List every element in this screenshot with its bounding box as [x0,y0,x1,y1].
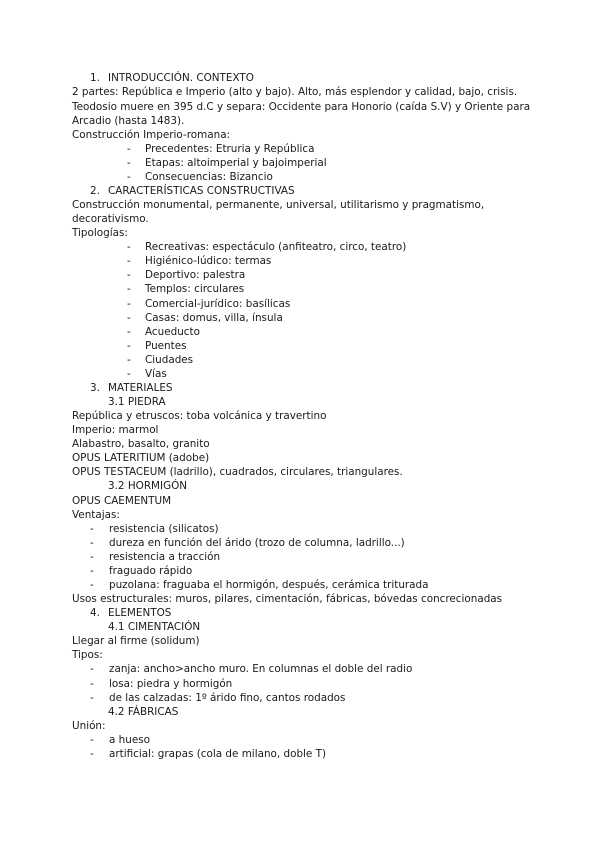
heading-number: 2. [90,185,100,197]
paragraph: Alabastro, basalto, granito [72,438,210,450]
paragraph: Tipologías: [72,227,128,239]
list-item: - zanja: ancho>ancho muro. En columnas el doble del radio [90,663,413,675]
paragraph: 2 partes: República e Imperio (alto y bajo). Alto, más esplendor y calidad, bajo, crisis. [72,86,518,98]
heading-number: 3. [90,382,100,394]
heading-title: ELEMENTOS [108,607,172,619]
list-item: - Recreativas: espectáculo (anfiteatro, circo, teatro) [127,241,407,253]
paragraph: OPUS LATERITIUM (adobe) [72,452,210,464]
paragraph: Tipos: [72,649,103,661]
paragraph: Teodosio muere en 395 d.C y separa: Occidente para Honorio (caída S.V) y Oriente para [72,101,531,113]
heading-2 [90,184,580,198]
heading-number: 4. [90,607,100,619]
paragraph: OPUS TESTACEUM (ladrillo), cuadrados, circulares, triangulares. [72,466,403,478]
list-item: - dureza en función del árido (trozo de columna, ladrillo...) [90,537,405,549]
paragraph: decorativismo. [72,213,149,225]
list-item: - Puentes [127,340,187,352]
paragraph: Imperio: marmol [72,424,159,436]
paragraph: Llegar al firme (solidum) [72,635,200,647]
heading-4 [90,606,580,620]
list-item: - resistencia a tracción [90,551,221,563]
heading-number: 1. [90,72,100,84]
list-item: - puzolana: fraguaba el hormigón, después, cerámica triturada [90,579,429,591]
heading-1 [90,71,580,85]
list-item: - Acueducto [127,326,200,338]
list-item: - Vías [127,368,167,380]
list-item: - Etapas: altoimperial y bajoimperial [127,157,327,169]
heading-3 [90,381,580,395]
list-item: - Consecuencias: Bizancio [127,171,273,183]
subheading: 4.2 FÁBRICAS [108,706,179,718]
paragraph: Unión: [72,720,106,732]
list-item: - Templos: circulares [127,283,245,295]
list-item: - resistencia (silicatos) [90,523,219,535]
list-item: - losa: piedra y hormigón [90,678,233,690]
subheading: 3.2 HORMIGÓN [108,480,188,492]
list-item: - de las calzadas: 1º árido fino, cantos rodados [90,692,346,704]
list-item: - a hueso [90,734,151,746]
paragraph: Construcción Imperio-romana: [72,129,231,141]
heading-title: CARACTERÍSTICAS CONSTRUCTIVAS [108,185,295,197]
paragraph: Ventajas: [72,509,120,521]
subheading: 3.1 PIEDRA [108,396,166,408]
paragraph: OPUS CAEMENTUM [72,495,172,507]
list-item: - fraguado rápido [90,565,193,577]
heading-title: MATERIALES [108,382,173,394]
list-item: - Deportivo: palestra [127,269,246,281]
subheading: 4.1 CIMENTACIÓN [108,621,201,633]
list-item: - Casas: domus, villa, ínsula [127,312,283,324]
paragraph: Construcción monumental, permanente, universal, utilitarismo y pragmatismo, [72,199,485,211]
list-item: - Comercial-jurídico: basílicas [127,298,291,310]
list-item: - artificial: grapas (cola de milano, doble T) [90,748,327,760]
heading-title: INTRODUCCIÓN. CONTEXTO [108,72,254,84]
paragraph: Arcadio (hasta 1483). [72,115,185,127]
paragraph: República y etruscos: toba volcánica y travertino [72,410,327,422]
list-item: - Ciudades [127,354,194,366]
list-item: - Higiénico-lúdico: termas [127,255,272,267]
paragraph: Usos estructurales: muros, pilares, cimentación, fábricas, bóvedas concrecionadas [72,593,503,605]
list-item: - Precedentes: Etruria y República [127,143,315,155]
